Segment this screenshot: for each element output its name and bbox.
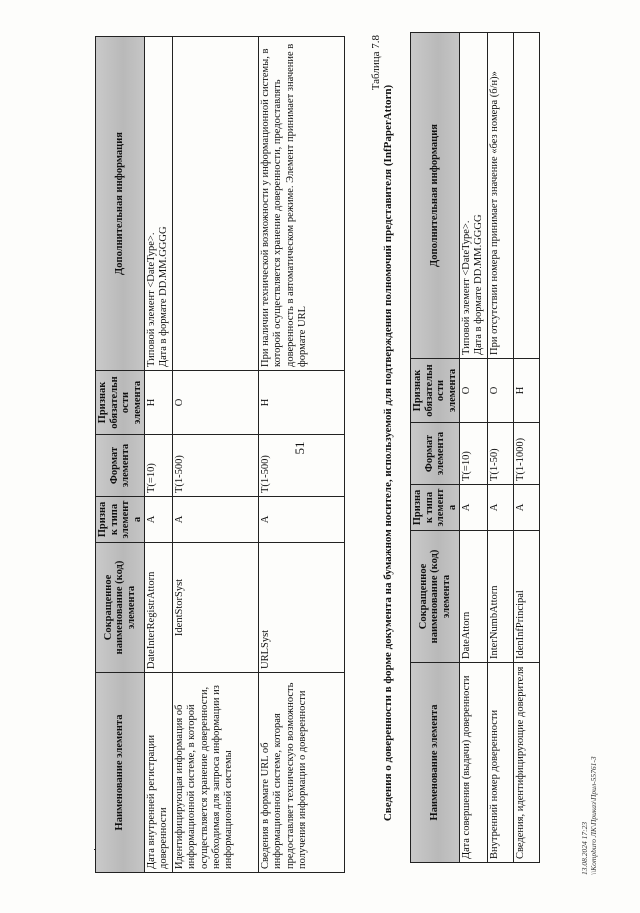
cell-format: T(1-1000): [513, 423, 539, 485]
cell-name: Внутренний номер доверенности: [487, 663, 513, 863]
cell-info: [258, 37, 344, 371]
table-title: Сведения о доверенности в форме документа на бумажном носителе, используемой для подтверждения полномочий представителя (InfPaperAttorn): [382, 84, 394, 822]
cell-name: Дата совершения (выдачи) доверенности: [460, 663, 488, 863]
cell-required: Н: [145, 371, 173, 435]
cell-required: О: [172, 371, 258, 435]
cell-type: А: [145, 497, 173, 543]
table-row: [145, 37, 173, 873]
print-stamp: [580, 756, 598, 875]
header-extra-info: Дополнительная информация: [96, 37, 145, 371]
cell-format: T(=10): [145, 435, 173, 497]
header-extra-info: Дополнительная информация: [411, 33, 460, 359]
cell-required: Н: [258, 371, 344, 435]
cell-info: [460, 33, 488, 359]
cell-name: Идентифицирующая информация об информационной системе, в которой осуществляется хранение доверенности, необходимая для запроса информации из информационной системы: [172, 673, 258, 873]
cell-type: А: [258, 497, 344, 543]
header-name: Наименование элемента: [411, 663, 460, 863]
header-short-name: Сокращенное наименование (код) элемента: [96, 543, 145, 673]
cell-info: [487, 33, 513, 359]
paper-attorney-table: [410, 32, 540, 863]
table-row: [258, 37, 344, 873]
cell-name: Сведения, идентифицирующие доверителя: [513, 663, 539, 863]
cell-name: Сведения в формате URL об информационной системе, которая предоставляет техническую возможность получения информации о доверенности: [258, 673, 344, 873]
header-row: [96, 37, 145, 873]
table-row: [172, 37, 258, 873]
cell-format: T(1-500): [258, 435, 344, 497]
cell-required: Н: [513, 359, 539, 423]
cell-required: О: [487, 359, 513, 423]
cell-type: А: [513, 485, 539, 531]
header-format: Формат элемента: [411, 423, 460, 485]
cell-code: IdentStorSyst: [172, 543, 258, 673]
header-type-flag: Признак типа элемента: [96, 497, 145, 543]
header-format: Формат элемента: [96, 435, 145, 497]
cell-format: T(1-500): [172, 435, 258, 497]
header-row: [411, 33, 460, 863]
header-required-flag: Признак обязательности элемента: [411, 359, 460, 423]
header-name: Наименование элемента: [96, 673, 145, 873]
cell-name: Дата внутренней регистрации доверенности: [145, 673, 173, 873]
info-line: При отсутствии номера принимает значение «без номера (б/н)»: [488, 71, 500, 355]
cell-code: IdenInfPrincipal: [513, 531, 539, 663]
info-line: Дата в формате DD.MM.GGGG: [473, 214, 485, 355]
cell-type: А: [460, 485, 488, 531]
page-number: 51: [292, 441, 307, 455]
info-line: Типовой элемент <DateType>.: [461, 220, 472, 355]
cell-type: А: [487, 485, 513, 531]
table-row: [460, 33, 488, 863]
cell-code: DateInterRegistrAttorn: [145, 543, 173, 673]
header-type-flag: Признак типа элемента: [411, 485, 460, 531]
cell-required: О: [460, 359, 488, 423]
cell-code: InterNumbAttorn: [487, 531, 513, 663]
cell-code: URLSyst: [258, 543, 344, 673]
stamp-line: 13.08.2024 17:23: [580, 821, 589, 875]
info-line: Типовой элемент <DateType>.: [146, 232, 157, 367]
table-label: Таблица 7.8: [370, 35, 382, 91]
header-short-name: Сокращенное наименование (код) элемента: [411, 531, 460, 663]
cell-format: T(1-50): [487, 423, 513, 485]
cell-info: [172, 37, 258, 371]
cell-info: [513, 33, 539, 359]
cell-info: [145, 37, 173, 371]
table-row: [513, 33, 539, 863]
stamp-line: \\Kompburo ЛК\Приказ\Прил-55761-3: [589, 756, 598, 875]
info-line: Дата в формате DD.MM.GGGG: [158, 226, 170, 367]
cell-type: А: [172, 497, 258, 543]
info-line: При наличии технической возможности у информационной системы, в которой осуществляется хранение доверенности, предоставлять доверенность в автоматическом режиме. Элемент принимает значение в формате URL: [259, 43, 309, 367]
header-required-flag: Признак обязательности элемента: [96, 371, 145, 435]
cell-format: T(=10): [460, 423, 488, 485]
cell-code: DateAttorn: [460, 531, 488, 663]
table-row: [487, 33, 513, 863]
attorney-storage-table: [95, 36, 345, 873]
